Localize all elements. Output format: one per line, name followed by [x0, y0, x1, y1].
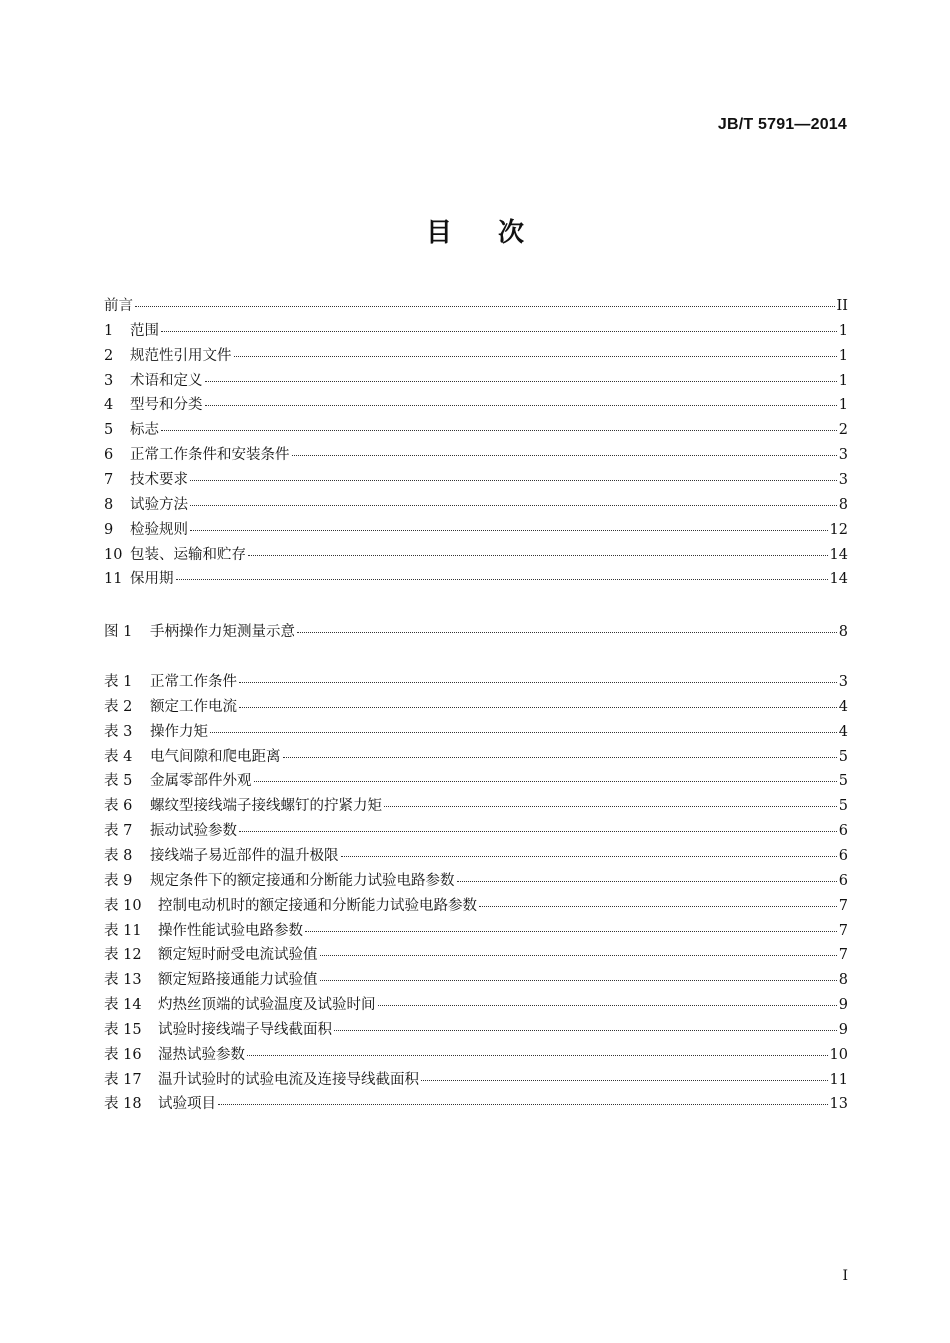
title-char-left: 目: [425, 218, 452, 248]
figures-entry-page: 8: [838, 624, 848, 640]
tables-entry-label: 额定工作电流: [150, 698, 237, 715]
tables-entry[interactable]: [104, 695, 848, 720]
tables-entry[interactable]: [104, 1018, 848, 1043]
dot-leader: [384, 792, 837, 808]
dot-leader: [248, 540, 828, 556]
tables-entry-page: 8: [838, 972, 848, 989]
tables-entry-number: 表 17: [104, 1071, 142, 1088]
toc-entry[interactable]: [104, 443, 848, 468]
tables-entry-number: 表 16: [104, 1046, 142, 1063]
tables-entry[interactable]: [104, 993, 848, 1018]
toc-entry-number: 8: [104, 496, 114, 513]
dot-leader: [135, 292, 835, 308]
tables-entry[interactable]: [104, 819, 848, 844]
dot-leader: [239, 692, 837, 708]
tables-entry-label: 灼热丝顶端的试验温度及试验时间: [158, 997, 376, 1014]
tables-entry[interactable]: [104, 943, 848, 968]
dot-leader: [457, 866, 837, 882]
dot-leader: [205, 391, 837, 407]
tables-entry-page: 4: [838, 723, 848, 740]
dot-leader: [234, 341, 837, 357]
toc-entry-label: 保用期: [130, 571, 174, 588]
dot-leader: [479, 891, 837, 907]
toc-entry-label: 正常工作条件和安装条件: [130, 447, 290, 464]
toc-entry-page: 1: [838, 347, 848, 364]
toc-entry-page: 14: [829, 571, 848, 588]
tables-entry-page: 5: [838, 748, 848, 765]
dot-leader: [421, 1065, 828, 1081]
tables-entry-number: 表 15: [104, 1021, 142, 1038]
tables-entry-label: 额定短时耐受电流试验值: [158, 947, 318, 964]
tables-entry-page: 4: [838, 698, 848, 715]
dot-leader: [378, 991, 837, 1007]
tables-entry-label: 额定短路接通能力试验值: [158, 972, 318, 989]
toc-entry-page: 1: [838, 372, 848, 389]
toc-entry-label: 包装、运输和贮存: [130, 546, 246, 563]
figures-entry-number: 图 1: [104, 624, 133, 640]
dot-leader: [161, 316, 837, 332]
toc-entry-label: 范围: [130, 322, 159, 339]
dot-leader: [205, 366, 837, 382]
tables-entry[interactable]: [104, 1092, 848, 1117]
toc-entry[interactable]: [104, 418, 848, 443]
dot-leader: [190, 515, 828, 531]
dot-leader: [190, 465, 837, 481]
toc-entry[interactable]: [104, 319, 848, 344]
tables-entry[interactable]: [104, 919, 848, 944]
tables-entry-label: 试验项目: [158, 1096, 216, 1113]
page-number: I: [842, 1268, 848, 1284]
tables-entry-label: 振动试验参数: [150, 823, 237, 840]
dot-leader: [292, 441, 837, 457]
toc-entry-label: 规范性引用文件: [130, 347, 232, 364]
tables-entry-label: 接线端子易近部件的温升极限: [150, 847, 339, 864]
toc-entry[interactable]: [104, 567, 848, 592]
dot-leader: [320, 966, 837, 982]
tables-entry[interactable]: [104, 769, 848, 794]
dot-leader: [341, 841, 837, 857]
toc-entry[interactable]: [104, 393, 848, 418]
dot-leader: [161, 416, 837, 432]
tables-entry[interactable]: [104, 1043, 848, 1068]
toc-entry-label: 前言: [104, 298, 133, 314]
tables-entry-page: 5: [838, 773, 848, 790]
dot-leader: [305, 916, 837, 932]
tables-entry-label: 温升试验时的试验电流及连接导线截面积: [158, 1071, 419, 1088]
tables-entry[interactable]: [104, 869, 848, 894]
tables-entry-page: 5: [838, 798, 848, 815]
tables-entry-page: 6: [838, 847, 848, 864]
toc-entry[interactable]: [104, 344, 848, 369]
toc-entry-page: 3: [838, 471, 848, 488]
tables-entry-page: 10: [829, 1046, 848, 1063]
tables-entry-page: 7: [838, 897, 848, 914]
toc-entry-label: 型号和分类: [130, 397, 203, 414]
tables-entry-label: 试验时接线端子导线截面积: [158, 1021, 332, 1038]
tables-entry-number: 表 3: [104, 723, 133, 740]
toc-entry-page: 12: [829, 521, 848, 538]
toc-entry-label: 术语和定义: [130, 372, 203, 389]
dot-leader: [210, 717, 837, 733]
tables-entry-page: 6: [838, 872, 848, 889]
toc-entry-number: 6: [104, 447, 114, 464]
title-char-right: 次: [498, 218, 525, 248]
dot-leader: [254, 767, 837, 783]
tables-entry-number: 表 9: [104, 872, 133, 889]
toc-entry[interactable]: [104, 294, 848, 319]
dot-leader: [247, 1040, 828, 1056]
toc-entry-label: 标志: [130, 422, 159, 439]
tables-entry-number: 表 10: [104, 897, 142, 914]
toc-entry-number: 4: [104, 397, 114, 414]
toc-entry-page: 1: [838, 397, 848, 414]
dot-leader: [334, 1015, 837, 1031]
tables-entry[interactable]: [104, 670, 848, 695]
dot-leader: [297, 618, 837, 634]
dot-leader: [176, 565, 828, 581]
tables-entry-label: 金属零部件外观: [150, 773, 252, 790]
toc-entry-page: 2: [838, 422, 848, 439]
toc-entry-number: 10: [104, 546, 123, 563]
toc-entry-number: 7: [104, 471, 114, 488]
tables-entry-label: 螺纹型接线端子接线螺钉的拧紧力矩: [150, 798, 382, 815]
tables-entry[interactable]: [104, 1068, 848, 1093]
tables-entry-label: 湿热试验参数: [158, 1046, 245, 1063]
toc-entry-page: 1: [838, 322, 848, 339]
tables-entry[interactable]: [104, 968, 848, 993]
tables-entry-page: 9: [838, 1021, 848, 1038]
dot-leader: [239, 817, 837, 833]
tables-entry-page: 3: [838, 674, 848, 690]
tables-entry-number: 表 1: [104, 674, 133, 690]
toc-entry-number: 9: [104, 521, 114, 538]
toc-entry[interactable]: [104, 369, 848, 394]
tables-entry-label: 操作力矩: [150, 723, 208, 740]
tables-entry-label: 正常工作条件: [150, 674, 237, 690]
tables-entry[interactable]: [104, 745, 848, 770]
tables-entry-number: 表 13: [104, 972, 142, 989]
tables-entry-page: 7: [838, 922, 848, 939]
tables-entry-number: 表 14: [104, 997, 142, 1014]
standard-code: JB/T 5791—2014: [717, 116, 847, 133]
toc-entry-number: 2: [104, 347, 114, 364]
tables-entry-page: 7: [838, 947, 848, 964]
dot-leader: [218, 1090, 828, 1106]
toc-entry-label: 试验方法: [130, 496, 188, 513]
toc-entry-page: 3: [838, 447, 848, 464]
toc-entry-number: 3: [104, 372, 114, 389]
toc-entry-label: 检验规则: [130, 521, 188, 538]
tables-entry[interactable]: [104, 844, 848, 869]
toc-entry[interactable]: [104, 468, 848, 493]
tables-entry-page: 9: [838, 997, 848, 1014]
tables-entry-page: 13: [829, 1096, 848, 1113]
tables-entry-number: 表 18: [104, 1096, 142, 1113]
tables-entry-label: 规定条件下的额定接通和分断能力试验电路参数: [150, 872, 455, 889]
tables-entry-number: 表 8: [104, 847, 133, 864]
page-title: [0, 212, 950, 249]
toc-entry-page: 14: [829, 546, 848, 563]
tables-entry[interactable]: [104, 720, 848, 745]
dot-leader: [190, 490, 837, 506]
tables-entry-number: 表 12: [104, 947, 142, 964]
toc-entry-page: II: [836, 298, 848, 314]
tables-entry-number: 表 2: [104, 698, 133, 715]
tables-entry-label: 控制电动机时的额定接通和分断能力试验电路参数: [158, 897, 477, 914]
toc-entry[interactable]: [104, 518, 848, 543]
figures-entry-label: 手柄操作力矩测量示意: [150, 624, 295, 640]
dot-leader: [320, 941, 837, 957]
toc-entry[interactable]: [104, 543, 848, 568]
tables-entry-number: 表 5: [104, 773, 133, 790]
toc-entry[interactable]: [104, 493, 848, 518]
toc-entry-number: 11: [104, 571, 123, 588]
figures-entry[interactable]: [104, 620, 848, 645]
tables-entry-number: 表 6: [104, 798, 133, 815]
toc-entry-page: 8: [838, 496, 848, 513]
tables-entry-page: 11: [829, 1071, 848, 1088]
dot-leader: [239, 668, 837, 684]
toc-entry-number: 5: [104, 422, 114, 439]
tables-entry-label: 电气间隙和爬电距离: [150, 748, 281, 765]
toc-entry-number: 1: [104, 322, 114, 339]
tables-entry-number: 表 7: [104, 823, 133, 840]
toc-entry-label: 技术要求: [130, 471, 188, 488]
tables-entry-page: 6: [838, 823, 848, 840]
tables-entry-number: 表 4: [104, 748, 133, 765]
dot-leader: [283, 742, 837, 758]
tables-entry-number: 表 11: [104, 922, 142, 939]
tables-entry-label: 操作性能试验电路参数: [158, 922, 303, 939]
tables-entry[interactable]: [104, 894, 848, 919]
tables-entry[interactable]: [104, 794, 848, 819]
